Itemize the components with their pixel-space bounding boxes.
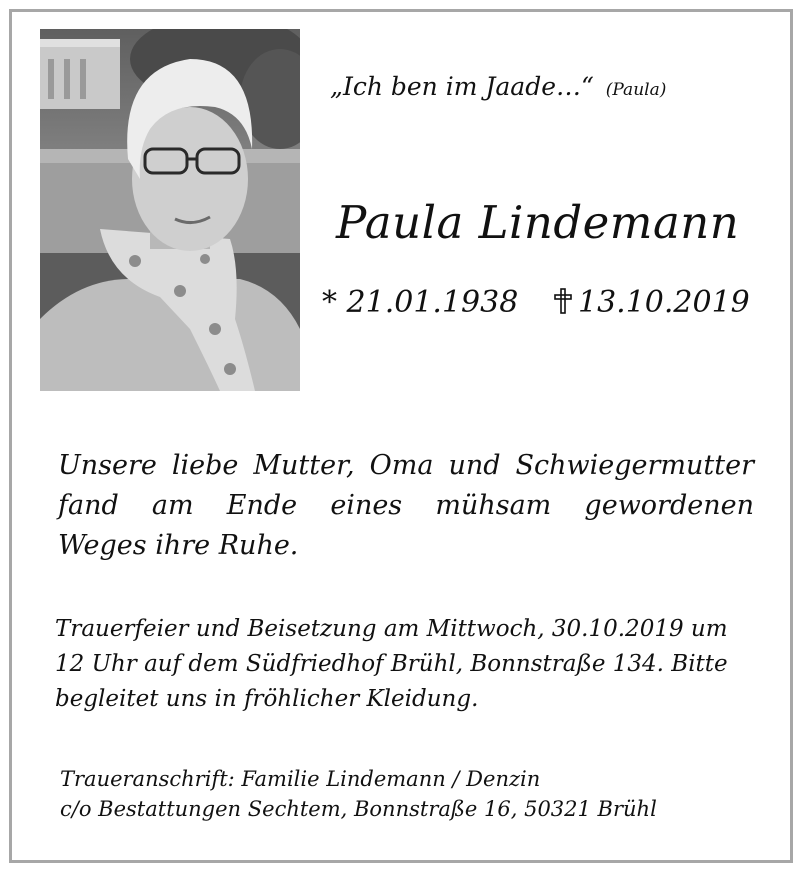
death-date: 13.10.2019 xyxy=(578,285,750,320)
portrait-photo xyxy=(40,29,300,391)
death-date-group xyxy=(554,285,750,320)
address-line: Traueranschrift: Familie Lindemann / Denzin xyxy=(60,767,541,791)
intro-text xyxy=(58,446,754,566)
life-dates xyxy=(322,285,752,320)
service-line: Trauerfeier und Beisetzung am Mittwoch, 30.10.2019 um xyxy=(55,616,728,642)
service-line: begleitet uns in fröhlicher Kleidung. xyxy=(55,686,479,712)
quote-source: (Paula) xyxy=(605,80,667,100)
quote-text: „Ich ben im Jaade…“ xyxy=(330,72,594,101)
deceased-name: Paula Lindemann xyxy=(336,196,740,249)
intro-line: fand am Ende eines mühsam gewordenen xyxy=(58,490,754,521)
birth-date: * 21.01.1938 xyxy=(322,285,519,320)
address-line: c/o Bestattungen Sechtem, Bonnstraße 16, 50321 Brühl xyxy=(60,797,657,821)
intro-line: Unsere liebe Mutter, Oma und Schwiegermutter xyxy=(58,450,754,481)
mourning-address xyxy=(60,764,657,824)
quote xyxy=(330,72,666,101)
intro-line: Weges ihre Ruhe. xyxy=(58,530,299,561)
service-line: 12 Uhr auf dem Südfriedhof Brühl, Bonnstraße 134. Bitte xyxy=(55,651,728,677)
cross-icon xyxy=(554,288,572,314)
service-details xyxy=(55,612,755,717)
